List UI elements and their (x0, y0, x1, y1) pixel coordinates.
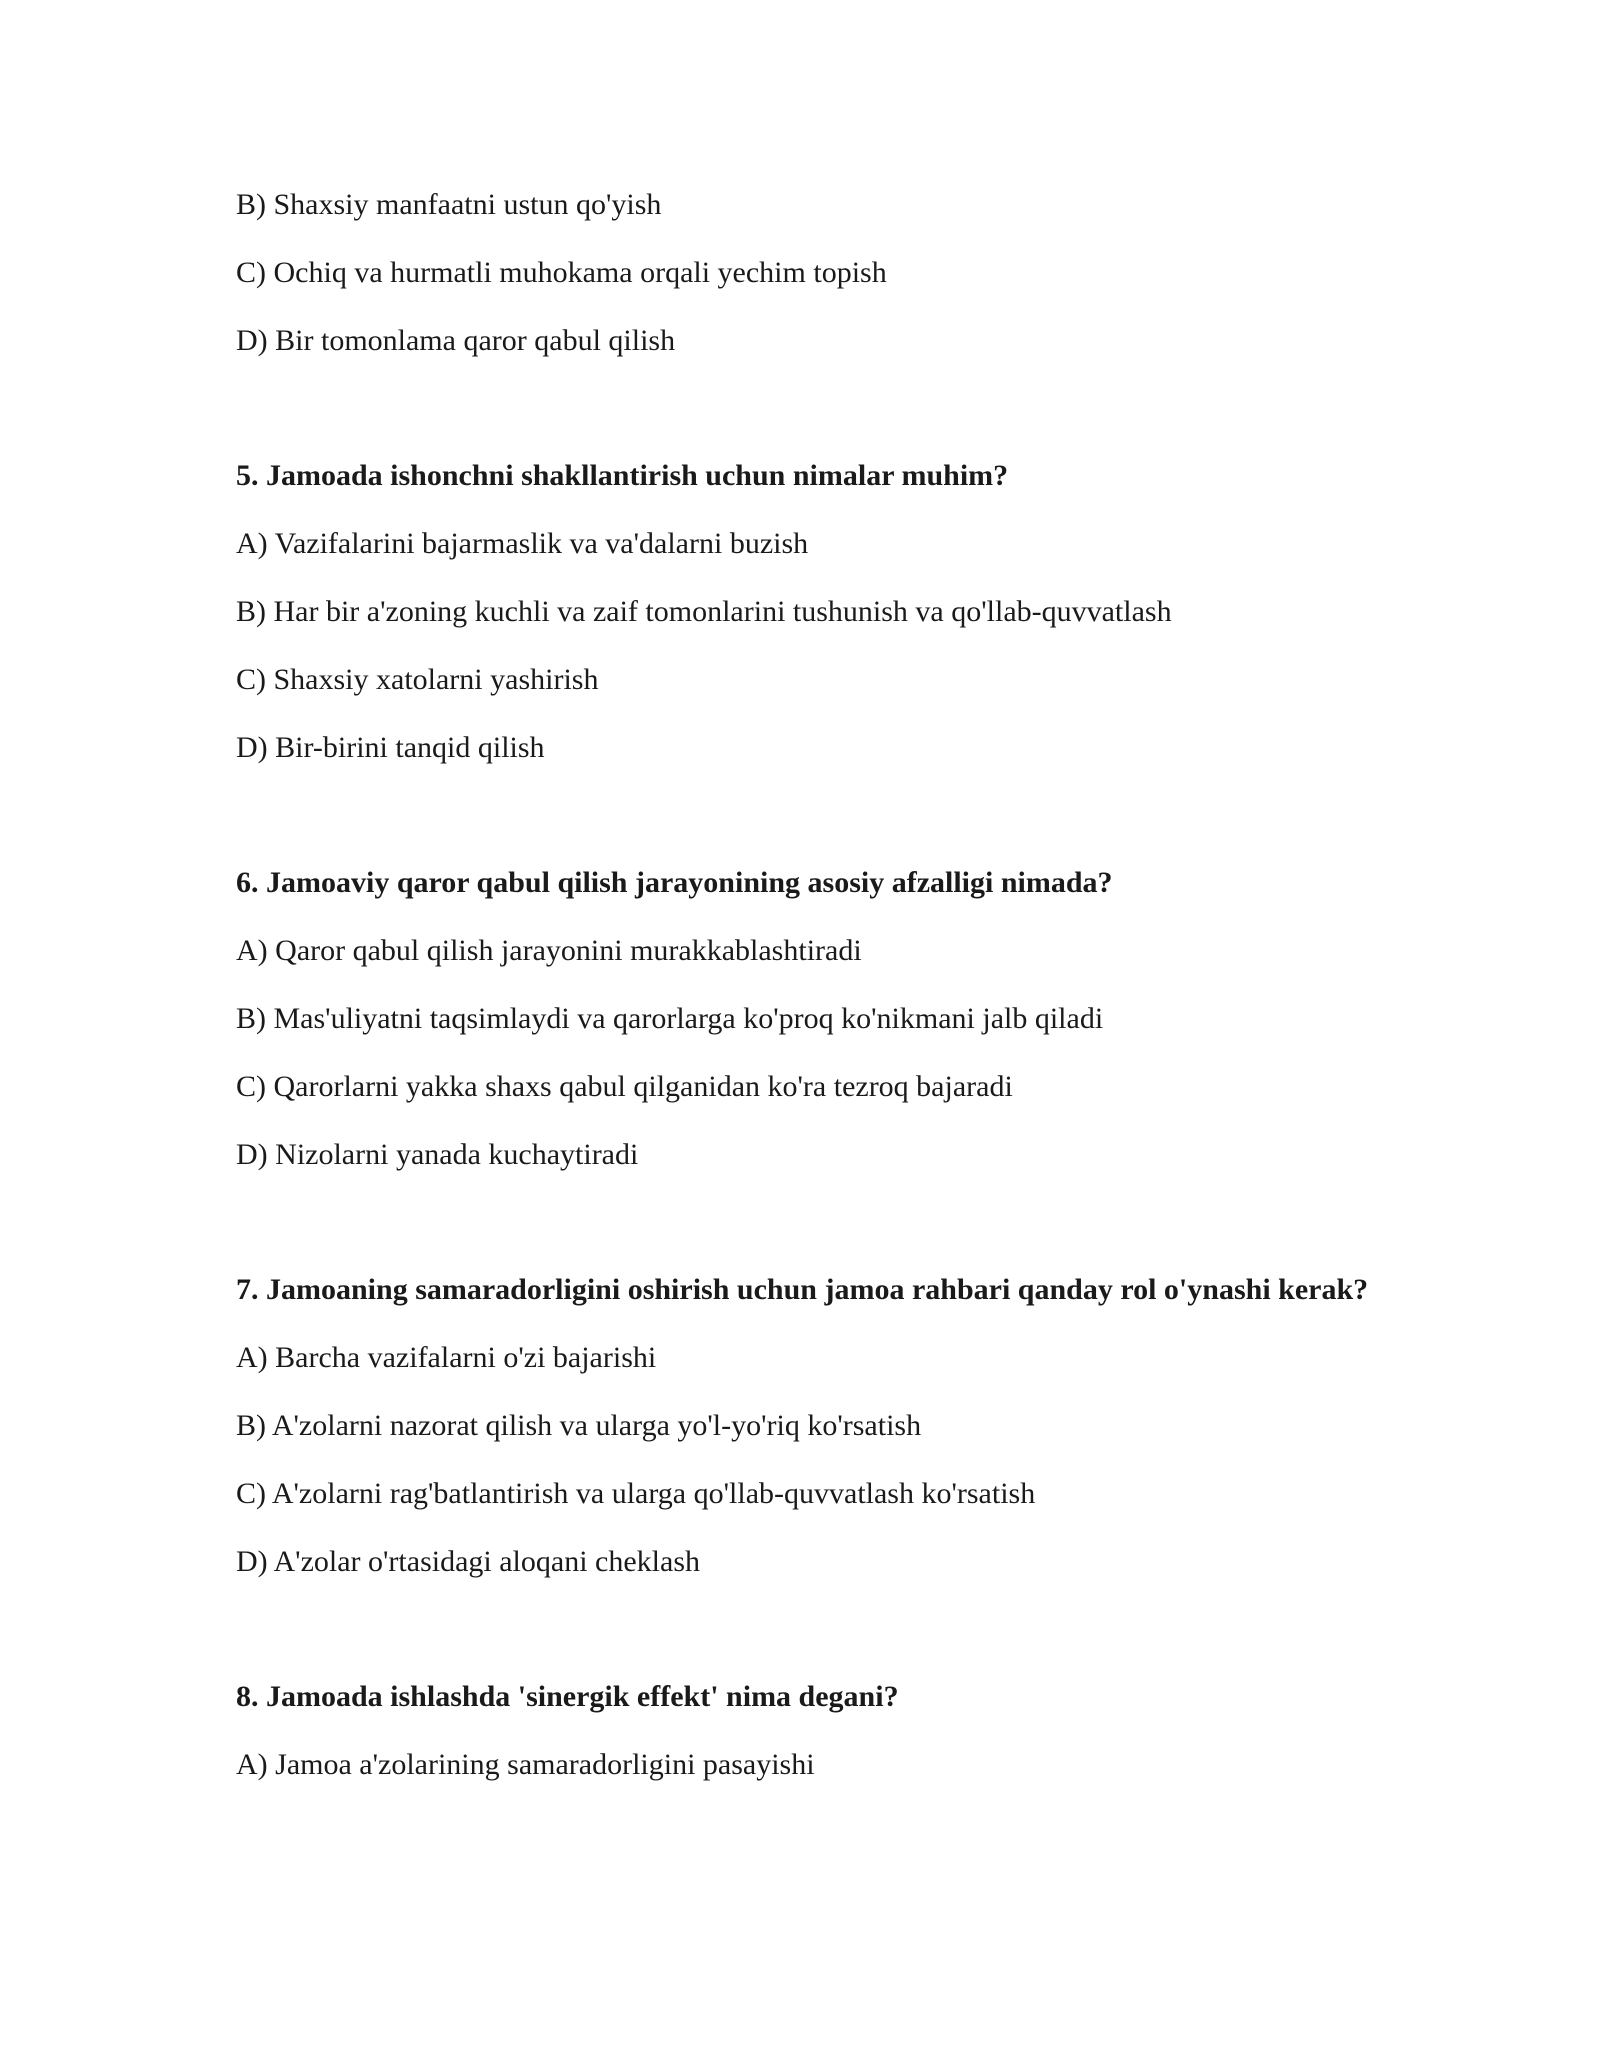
option-c: C) Ochiq va hurmatli muhokama orqali yechim topish (236, 256, 887, 289)
option-c: C) Qarorlarni yakka shaxs qabul qilganidan ko'ra tezroq bajaradi (236, 1070, 1013, 1103)
option-b: B) Shaxsiy manfaatni ustun qo'yish (236, 188, 662, 221)
question-title: 7. Jamoaning samaradorligini oshirish uchun jamoa rahbari qanday rol o'ynashi kerak? (236, 1273, 1369, 1306)
option-d: D) A'zolar o'rtasidagi aloqani cheklash (236, 1545, 700, 1578)
question-6 (236, 863, 1376, 1175)
question-title: 6. Jamoaviy qaror qabul qilish jarayonining asosiy afzalligi nimada? (236, 866, 1113, 899)
option-b: B) Har bir a'zoning kuchli va zaif tomonlarini tushunish va qo'llab-quvvatlash (236, 595, 1172, 628)
option-b: B) Mas'uliyatni taqsimlaydi va qarorlarga ko'proq ko'nikmani jalb qiladi (236, 1002, 1104, 1035)
document-page (236, 185, 1376, 1813)
option-d: D) Bir tomonlama qaror qabul qilish (236, 324, 676, 357)
question-8 (236, 1677, 1376, 1785)
question-7 (236, 1270, 1376, 1582)
option-a: A) Qaror qabul qilish jarayonini murakkablashtiradi (236, 934, 862, 967)
question-title: 8. Jamoada ishlashda 'sinergik effekt' nima degani? (236, 1680, 899, 1713)
option-a: A) Barcha vazifalarni o'zi bajarishi (236, 1341, 657, 1374)
continued-question-options (236, 185, 1376, 361)
option-a: A) Jamoa a'zolarining samaradorligini pasayishi (236, 1748, 815, 1781)
question-5 (236, 456, 1376, 768)
option-b: B) A'zolarni nazorat qilish va ularga yo'l-yo'riq ko'rsatish (236, 1409, 922, 1442)
question-title: 5. Jamoada ishonchni shakllantirish uchun nimalar muhim? (236, 459, 1009, 492)
option-c: C) A'zolarni rag'batlantirish va ularga qo'llab-quvvatlash ko'rsatish (236, 1477, 1036, 1510)
option-a: A) Vazifalarini bajarmaslik va va'dalarni buzish (236, 527, 809, 560)
option-c: C) Shaxsiy xatolarni yashirish (236, 663, 599, 696)
option-d: D) Nizolarni yanada kuchaytiradi (236, 1138, 639, 1171)
option-d: D) Bir-birini tanqid qilish (236, 731, 545, 764)
